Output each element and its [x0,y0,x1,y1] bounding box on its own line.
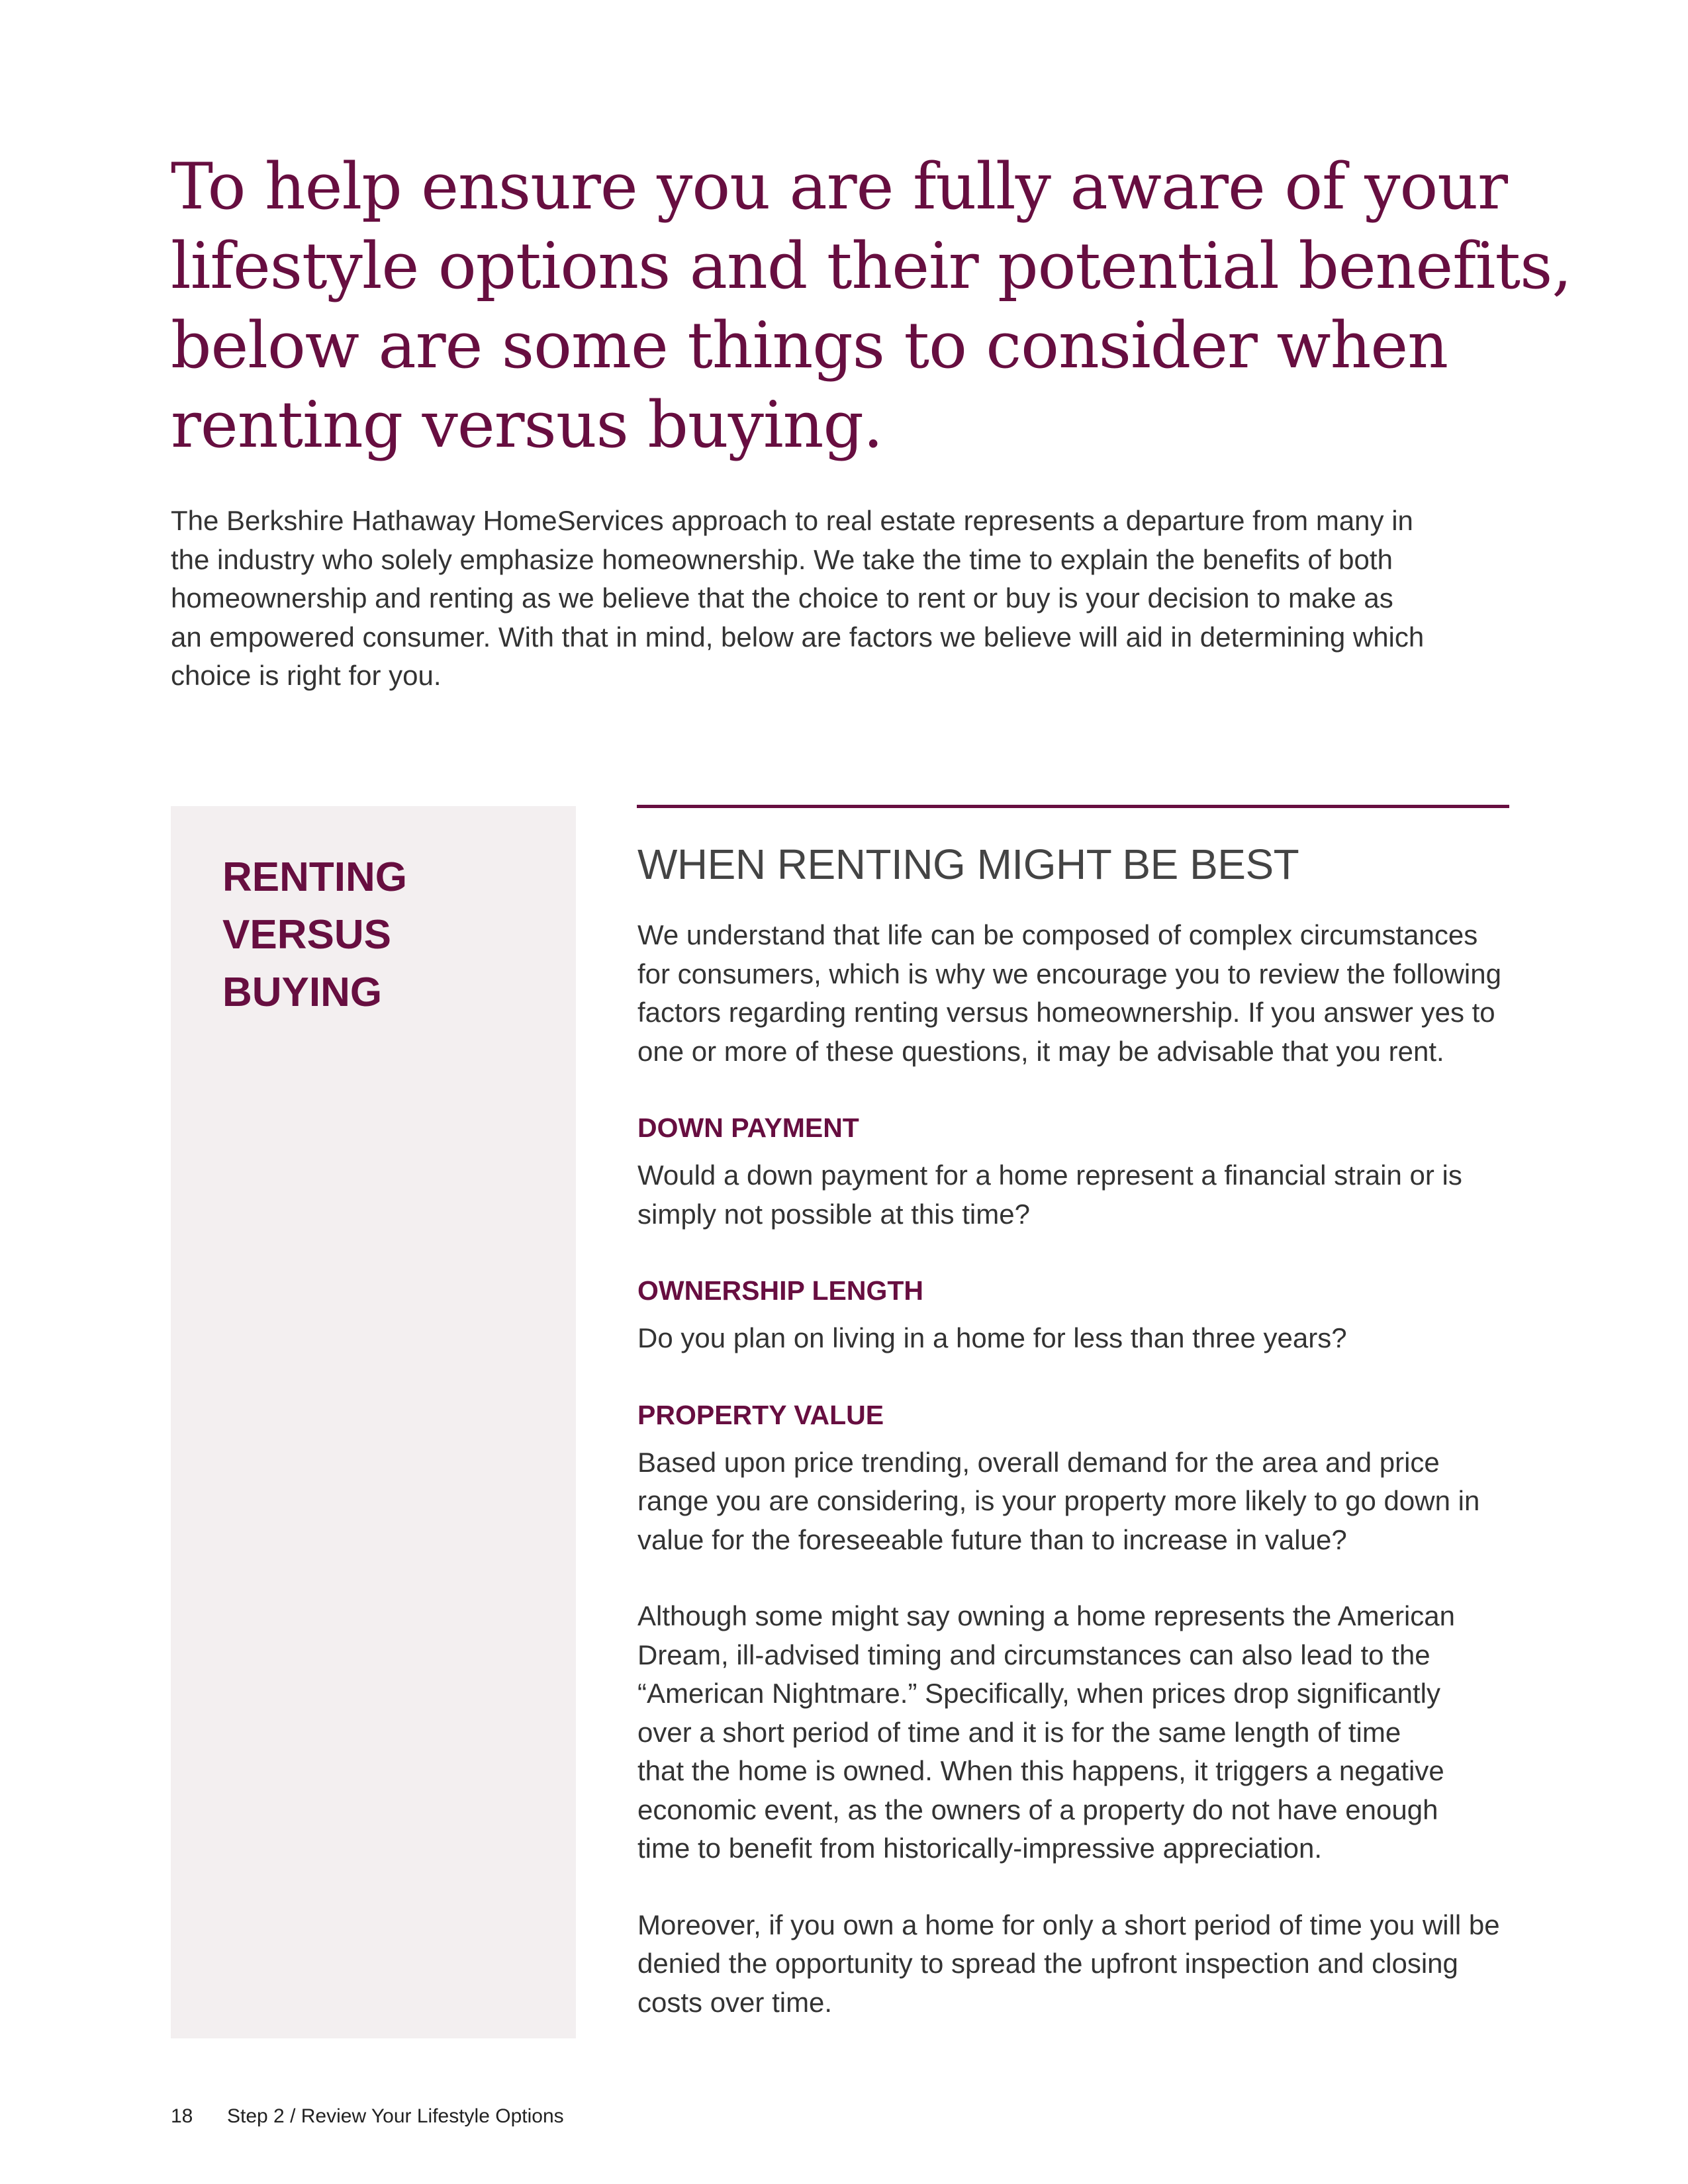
body-line: costs over time. [637,1986,833,2018]
intro-line: homeownership and renting as we believe that the choice to rent or buy is your decision to make as [171,582,1393,614]
body-line: Moreover, if you own a home for only a short period of time you will be [637,1909,1500,1940]
factor-line: Based upon price trending, overall demand for the area and price [637,1446,1440,1478]
factor-line: value for the foreseeable future than to increase in value? [637,1524,1347,1555]
body-line: economic event, as the owners of a property do not have enough [637,1794,1438,1825]
factor-line: Do you plan on living in a home for less than three years? [637,1322,1347,1353]
headline-line: To help ensure you are fully aware of your [171,150,1507,224]
factor-heading-property-value: PROPERTY VALUE [637,1399,884,1430]
factor-heading-ownership-length: OWNERSHIP LENGTH [637,1275,924,1306]
page-number: 18 [171,2105,193,2127]
body-line: Although some might say owning a home represents the American [637,1600,1456,1631]
factor-text-ownership-length [637,1319,1518,1358]
footer-section-label: Step 2 / Review Your Lifestyle Options [227,2105,564,2127]
body-line: Dream, ill-advised timing and circumstances can also lead to the [637,1639,1430,1670]
intro-line: The Berkshire Hathaway HomeServices approach to real estate represents a departure from many in [171,505,1413,536]
lead-paragraph [637,916,1518,1071]
intro-paragraph [171,502,1468,696]
intro-line: the industry who solely emphasize homeownership. We take the time to explain the benefits of both [171,543,1393,575]
factor-text-down-payment [637,1156,1518,1234]
headline-line: below are some things to consider when [171,308,1448,383]
sidebar-title-line: VERSUS [222,912,391,958]
page-headline [171,147,1571,465]
factor-line: Would a down payment for a home represent a financial strain or is [637,1160,1462,1191]
lead-line: factors regarding renting versus homeownership. If you answer yes to [637,997,1495,1028]
headline-line: lifestyle options and their potential benefits, [171,229,1571,303]
lead-line: one or more of these questions, it may be advisable that you rent. [637,1035,1444,1067]
intro-line: an empowered consumer. With that in mind, below are factors we believe will aid in determining which [171,621,1425,653]
intro-line: choice is right for you. [171,660,442,691]
factor-text-property-value [637,1443,1518,1560]
factor-line: simply not possible at this time? [637,1198,1030,1230]
sidebar-title-line: BUYING [222,970,383,1015]
sidebar-title-line: RENTING [222,854,407,900]
body-line: “American Nightmare.” Specifically, when prices drop significantly [637,1678,1441,1709]
main-content [637,833,1518,2022]
body-line: denied the opportunity to spread the upfront inspection and closing [637,1948,1458,1979]
factor-heading-down-payment: DOWN PAYMENT [637,1113,859,1143]
lead-line: We understand that life can be composed of complex circumstances [637,919,1478,950]
headline-line: renting versus buying. [171,388,883,462]
section-title: WHEN RENTING MIGHT BE BEST [637,841,1299,888]
body-line: over a short period of time and it is for the same length of time [637,1716,1401,1748]
body-paragraph-closing-costs [637,1906,1518,2023]
body-line: time to benefit from historically-impressive appreciation. [637,1833,1323,1864]
section-divider [637,805,1509,808]
lead-line: for consumers, which is why we encourage you to review the following [637,958,1501,989]
body-paragraph-american-nightmare [637,1597,1518,1868]
page-footer [171,2103,564,2130]
body-line: that the home is owned. When this happens, it triggers a negative [637,1755,1444,1786]
factor-line: range you are considering, is your property more likely to go down in [637,1485,1480,1516]
sidebar-title [222,848,407,1021]
